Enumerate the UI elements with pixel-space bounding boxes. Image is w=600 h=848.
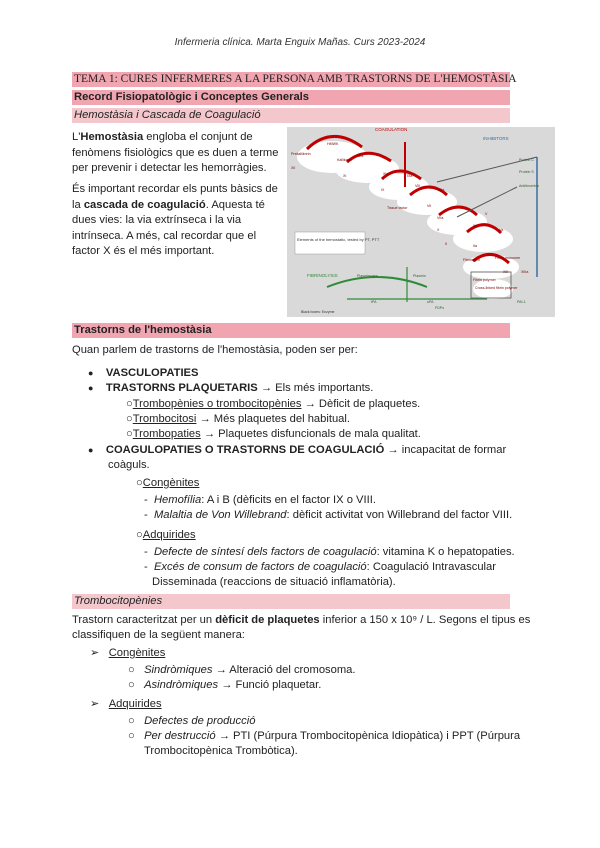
diagram-node-label: Fibrin polymer [473, 278, 496, 282]
circle-bullet-icon: ○ [128, 730, 135, 742]
trombo-adq-term: Per destrucció [144, 730, 216, 742]
trombo-adq-label: Adquirides [108, 698, 162, 710]
diagram-node-label: Va [499, 228, 504, 232]
trombo-adq-item [128, 714, 255, 729]
plaq-sub-item [126, 427, 421, 442]
cascade-bubble [453, 226, 513, 252]
trombo-adquirides-heading [90, 697, 162, 712]
cong-desc: : dèficit activitat von Willebrand del factor VIII. [286, 509, 513, 521]
page-header: Infermeria clínica. Marta Enguix Mañas. Curs 2023-2024 [174, 37, 426, 48]
trombo-cong-desc: → Alteració del cromosoma. [212, 664, 356, 676]
diagram-node-label: XIIa [357, 154, 364, 158]
list-item-vasculopaties [88, 366, 199, 381]
diagram-node-label: XIII [503, 270, 509, 274]
plaq-sub-item [126, 397, 420, 412]
trombo-congenites-heading [90, 646, 165, 661]
list-item-plaquetaris [88, 381, 373, 396]
legend-text: Elements of the hemostatic, tested by PT, PTT [297, 237, 380, 242]
label-fibrinolysis: FIBRINOLYSIS [307, 273, 338, 278]
trombo-paragraph-line1 [72, 613, 530, 628]
cascade-svg [287, 127, 555, 317]
chapter-title-bar [72, 72, 517, 87]
diagram-node-label: Plasmin [413, 274, 426, 278]
circle-bullet-icon: ○ [126, 398, 133, 410]
diagram-node-label: IX [381, 188, 385, 192]
diagram-node-label: VIIIa [437, 188, 445, 192]
bullet-icon: ● [88, 368, 94, 378]
adq-term: Defecte de síntesí dels factors de coagulació [153, 546, 377, 558]
diagram-node-label: HMWK [327, 142, 339, 146]
trombo-cong-term: Sindròmiques [144, 664, 213, 676]
adquirides-item: - Excés de consum de factors de coagulació: Coagulació Intravascular [144, 561, 496, 573]
coagulopaties-label: COAGULOPATIES O TRASTORNS DE COAGULACIÓ [105, 444, 385, 456]
diagram-node-label: VII [427, 204, 432, 208]
diagram-node-label: VIII [415, 184, 421, 188]
adq-term: Excés de consum de factors de coagulació [153, 561, 367, 573]
diagram-node-label: Plasminogen [357, 274, 378, 278]
diagram-node-label: tPA [371, 300, 377, 304]
adquirides-item: - Defecte de síntesí dels factors de coagulació: vitamina K o hepatopaties. [144, 546, 515, 558]
intro-paragraph-1 [72, 130, 282, 177]
circle-bullet-icon: ○ [126, 428, 133, 440]
circle-bullet-icon: ○ [126, 413, 133, 425]
trombo-text: Trastorn caracteritzat per un [72, 614, 216, 626]
bullet-icon: ● [88, 445, 94, 455]
plaq-sub-item [126, 412, 350, 427]
bullet-icon: ● [88, 383, 94, 393]
diagram-node-label: Prekallikrein [291, 152, 311, 156]
adq-desc: : Coagulació Intravascular [366, 561, 496, 573]
trombo-cong-label: Congènites [108, 647, 166, 659]
diagram-node-label: Fibrin monomer [495, 256, 521, 260]
plaquetaris-label: TRASTORNS PLAQUETARIS [105, 382, 258, 394]
label-coagulation: COAGULATION [375, 127, 408, 132]
diagram-node-label: uPA [427, 300, 434, 304]
circle-bullet-icon: ○ [128, 664, 135, 676]
plaq-desc: → Dèficit de plaquetes. [301, 398, 421, 410]
trombo-cong-term: Asindròmiques [144, 679, 219, 691]
diagram-node-label: Fibrinogen [463, 258, 480, 262]
arrow-bullet-icon: ➢ [90, 698, 100, 710]
trombo-cong-item [128, 678, 321, 693]
adquirides-item-cont: Disseminada (reaccions de situació inflamatòria). [152, 576, 396, 588]
diagram-node-label: II [445, 242, 447, 246]
trombo-cong-item [128, 663, 356, 678]
diagram-node-label: X [437, 228, 440, 232]
diagram-node-label: Tissue factor [387, 206, 408, 210]
section2-intro: Quan parlem de trastorns de l'hemostàsia, poden ser per: [72, 344, 358, 356]
diagram-node-label: Cross-linked fibrin polymer [475, 286, 518, 290]
subsection-heading: Hemostàsia i Cascada de Coagulació [74, 109, 261, 121]
cong-desc: : A i B (dèficits en el factor IX o VIII. [201, 494, 376, 506]
list-item-coagulopaties [88, 443, 506, 458]
section-heading-2: Trastorns de l'hemostàsia [74, 324, 212, 336]
coagulation-cascade-diagram [287, 127, 555, 317]
section-heading: Record Fisiopatològic i Conceptes Generals [74, 91, 309, 103]
intro-text: engloba el conjunt de fenòmens fisiològics que es duen a terme per prevenir i detectar les hemorràgies. [72, 131, 279, 175]
diagram-node-label: PAI-1 [517, 300, 526, 304]
subsection-heading-bar [72, 108, 510, 123]
diagram-node-label: XIa [383, 172, 389, 176]
diagram-node-label: Kallikrein [337, 158, 352, 162]
plaquetaris-desc: → Els més importants. [257, 382, 374, 394]
trombo-bold: dèficit de plaquetes [215, 614, 320, 626]
cong-term: Hemofília [153, 494, 202, 506]
intro-bold: cascada de coagulació [83, 198, 206, 211]
trombo-adq-item-cont: Trombocitopènica Trombòtica). [144, 745, 298, 757]
trombo-adq-item [128, 729, 520, 744]
adq-desc: : vitamina K o hepatopaties. [376, 546, 515, 558]
intro-text: . Aquesta té dues vies: la via extrínseca i la via intrínseca. A més, cal recordar que el factor X és el més important. [72, 198, 265, 258]
diagram-node-label: IIa [473, 244, 477, 248]
plaq-desc: → Plaquetes disfuncionals de mala qualitat. [200, 428, 421, 440]
circle-bullet-icon: ○ [136, 477, 143, 489]
circle-bullet-icon: ○ [128, 715, 135, 727]
coagulopaties-desc-cont: coàguls. [108, 459, 150, 471]
trombo-paragraph-line2: classifiquen de la següent manera: [72, 629, 245, 641]
congenites-label: Congènites [142, 477, 200, 489]
fibrinolysis-arrow [327, 277, 427, 287]
diagram-node-label: XI [343, 174, 347, 178]
subsection-heading-2: Trombocitopènies [74, 595, 163, 607]
diagram-node-label: V [485, 212, 488, 216]
diagram-node-label: XII [291, 166, 296, 170]
subsection-heading-bar-2 [72, 594, 510, 609]
diagram-node-label: Xa [473, 224, 478, 228]
plaq-term: Trombopaties [132, 428, 201, 440]
plaq-term: Trombopènies o trombocitopènies [132, 398, 302, 410]
chapter-title: TEMA 1: CURES INFERMERES A LA PERSONA AMB TRASTORNS DE L'HEMOSTÀSIA [74, 73, 517, 85]
adquirides-heading [136, 528, 196, 543]
diagram-node-label: Protein S [519, 170, 534, 174]
section-heading-bar-2 [72, 323, 510, 338]
trombo-text: inferior a 150 x 10⁹ / L. Segons el tipus es [319, 614, 531, 626]
congenites-item: - Hemofília: A i B (dèficits en el factor IX o VIII. [144, 494, 376, 506]
adquirides-label: Adquirides [142, 529, 196, 541]
circle-bullet-icon: ○ [136, 529, 143, 541]
cong-term: Malaltia de Von Willebrand [153, 509, 287, 521]
trombo-adq-term: Defectes de producció [144, 715, 256, 727]
section-heading-bar [72, 90, 510, 105]
diagram-node-label: XIIIa [521, 270, 529, 274]
diagram-credit: Black boxes: Enzyme [301, 310, 335, 314]
vasculopaties-label: VASCULOPATIES [105, 367, 199, 379]
legend-box [295, 232, 365, 254]
diagram-node-label: FDPs [435, 306, 444, 310]
diagram-node-label: Antithrombin [519, 184, 540, 188]
diagram-node-label: VIIa [437, 216, 444, 220]
trombo-adq-desc: → PTI (Púrpura Trombocitopènica Idiopàtica) i PPT (Púrpura [215, 730, 521, 742]
plaq-desc: → Més plaquetes del habitual. [196, 413, 351, 425]
arrow-bullet-icon: ➢ [90, 647, 100, 659]
diagram-node-label: Protein C [519, 158, 534, 162]
congenites-heading [136, 476, 199, 491]
label-inhibitors: INHIBITORS [483, 136, 509, 141]
intro-bold: Hemostàsia [80, 131, 144, 143]
congenites-item: - Malaltia de Von Willebrand: dèficit activitat von Willebrand del factor VIII. [144, 509, 513, 521]
coagulopaties-desc: → incapacitat de formar [384, 444, 507, 456]
trombo-cong-desc: → Funció plaquetar. [218, 679, 322, 691]
intro-text: És important recordar els punts bàsics de la [72, 183, 278, 211]
circle-bullet-icon: ○ [128, 679, 135, 691]
diagram-node-label: IXa [407, 174, 413, 178]
intro-text: L' [72, 131, 81, 143]
plaq-term: Trombocitosi [132, 413, 197, 425]
intro-paragraph-2 [72, 182, 282, 260]
